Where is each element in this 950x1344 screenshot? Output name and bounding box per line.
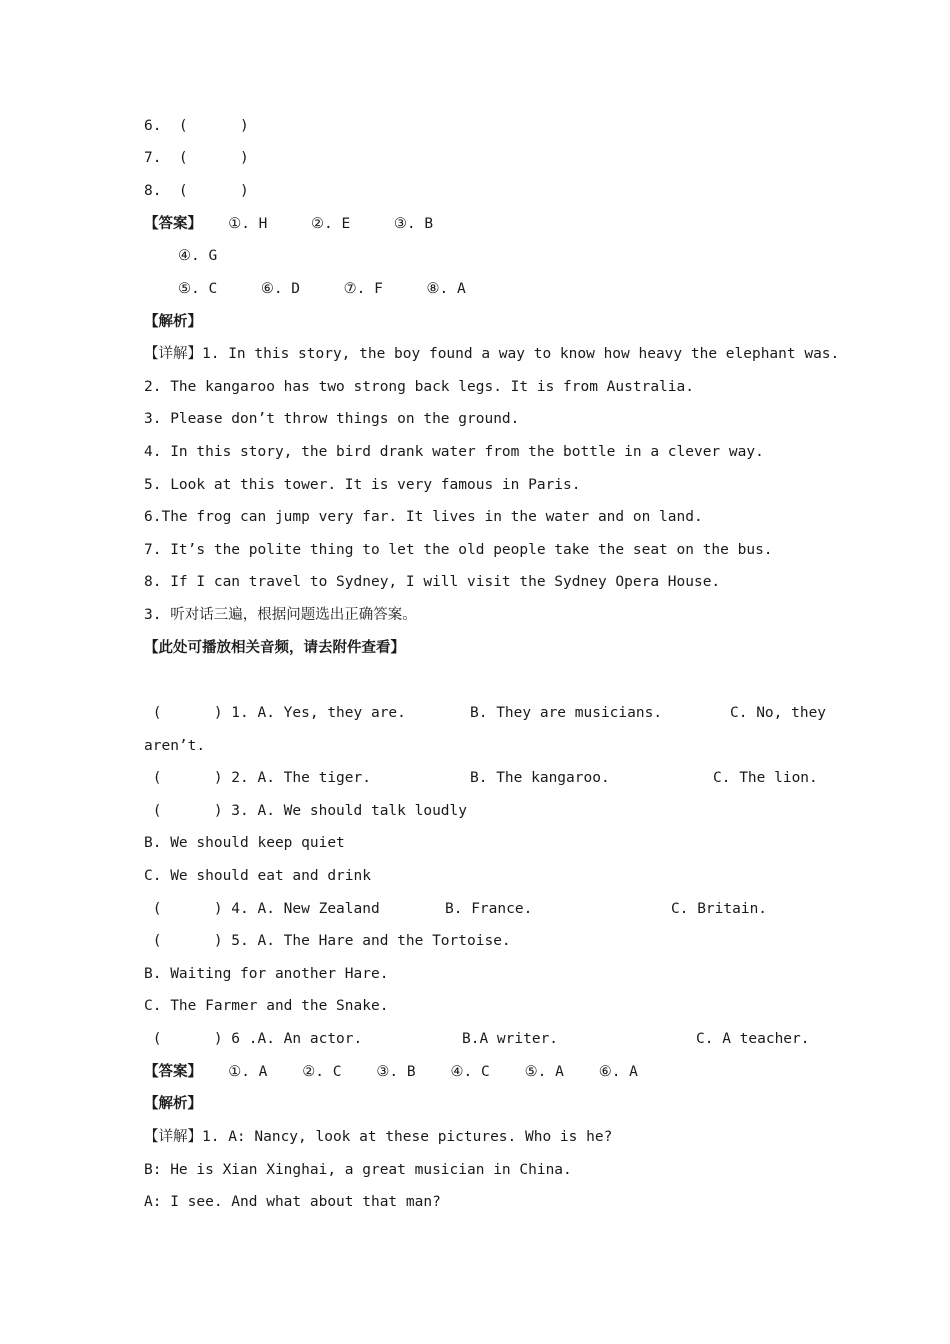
answer-values: ①. A ②. C ③. B ④. C ⑤. A ⑥. A xyxy=(202,1064,638,1080)
option-c: C. The lion. xyxy=(713,770,818,786)
blank-line-6: 6. ( ) xyxy=(144,118,249,134)
option-b: B. Waiting for another Hare. xyxy=(144,966,389,982)
question-1-continuation: aren’t. xyxy=(144,738,206,754)
detail-line: 7. It’s the polite thing to let the old people take the seat on the bus. xyxy=(144,542,773,558)
analysis-label: 【解析】 xyxy=(144,314,202,330)
answer-row xyxy=(144,1062,638,1082)
option-c: C. No, they xyxy=(730,705,827,721)
section-title: 3. 听对话三遍，根据问题选出正确答案。 xyxy=(144,607,417,623)
answer-label: 【答案】 xyxy=(144,1064,202,1080)
option-c: C. A teacher. xyxy=(696,1031,810,1047)
option-b: B. France. xyxy=(445,901,533,917)
detail-line: B: He is Xian Xinghai, a great musician in China. xyxy=(144,1162,572,1178)
option-c: C. Britain. xyxy=(671,901,768,917)
detail-line: 5. Look at this tower. It is very famous in Paris. xyxy=(144,477,581,493)
question-stem: ( ) 6 .A. An actor. xyxy=(144,1031,363,1047)
detail-line: 6.The frog can jump very far. It lives in the water and on land. xyxy=(144,509,703,525)
option-c: C. We should eat and drink xyxy=(144,868,371,884)
analysis-label: 【解析】 xyxy=(144,1096,202,1112)
detail-line: 2. The kangaroo has two strong back legs. It is from Australia. xyxy=(144,379,694,395)
blank-line-7: 7. ( ) xyxy=(144,150,249,166)
question-stem: ( ) 4. A. New Zealand xyxy=(144,901,380,917)
option-b: B. They are musicians. xyxy=(470,705,663,721)
option-b: B. The kangaroo. xyxy=(470,770,610,786)
answer-row-1 xyxy=(144,214,433,234)
detail-line: 【详解】1. A: Nancy, look at these pictures. Who is he? xyxy=(144,1129,613,1145)
option-c: C. The Farmer and the Snake. xyxy=(144,998,389,1014)
question-stem: ( ) 2. A. The tiger. xyxy=(144,770,371,786)
detail-line: A: I see. And what about that man? xyxy=(144,1194,441,1210)
answer-row-3: ⑤. C ⑥. D ⑦. F ⑧. A xyxy=(178,281,466,297)
detail-line: 3. Please don’t throw things on the ground. xyxy=(144,411,520,427)
answer-values: ①. H ②. E ③. B xyxy=(202,216,434,232)
answer-label: 【答案】 xyxy=(144,216,202,232)
detail-line: 【详解】1. In this story, the boy found a way to know how heavy the elephant was. xyxy=(144,346,840,362)
option-b: B.A writer. xyxy=(462,1031,559,1047)
question-stem: ( ) 1. A. Yes, they are. xyxy=(144,705,406,721)
blank-line-8: 8. ( ) xyxy=(144,183,249,199)
detail-line: 4. In this story, the bird drank water from the bottle in a clever way. xyxy=(144,444,764,460)
detail-line: 8. If I can travel to Sydney, I will visit the Sydney Opera House. xyxy=(144,574,721,590)
audio-note: 【此处可播放相关音频，请去附件查看】 xyxy=(144,640,405,656)
option-b: B. We should keep quiet xyxy=(144,835,345,851)
answer-row-2: ④. G xyxy=(178,248,218,264)
question-5: ( ) 5. A. The Hare and the Tortoise. xyxy=(144,933,511,949)
question-3: ( ) 3. A. We should talk loudly xyxy=(144,803,468,819)
